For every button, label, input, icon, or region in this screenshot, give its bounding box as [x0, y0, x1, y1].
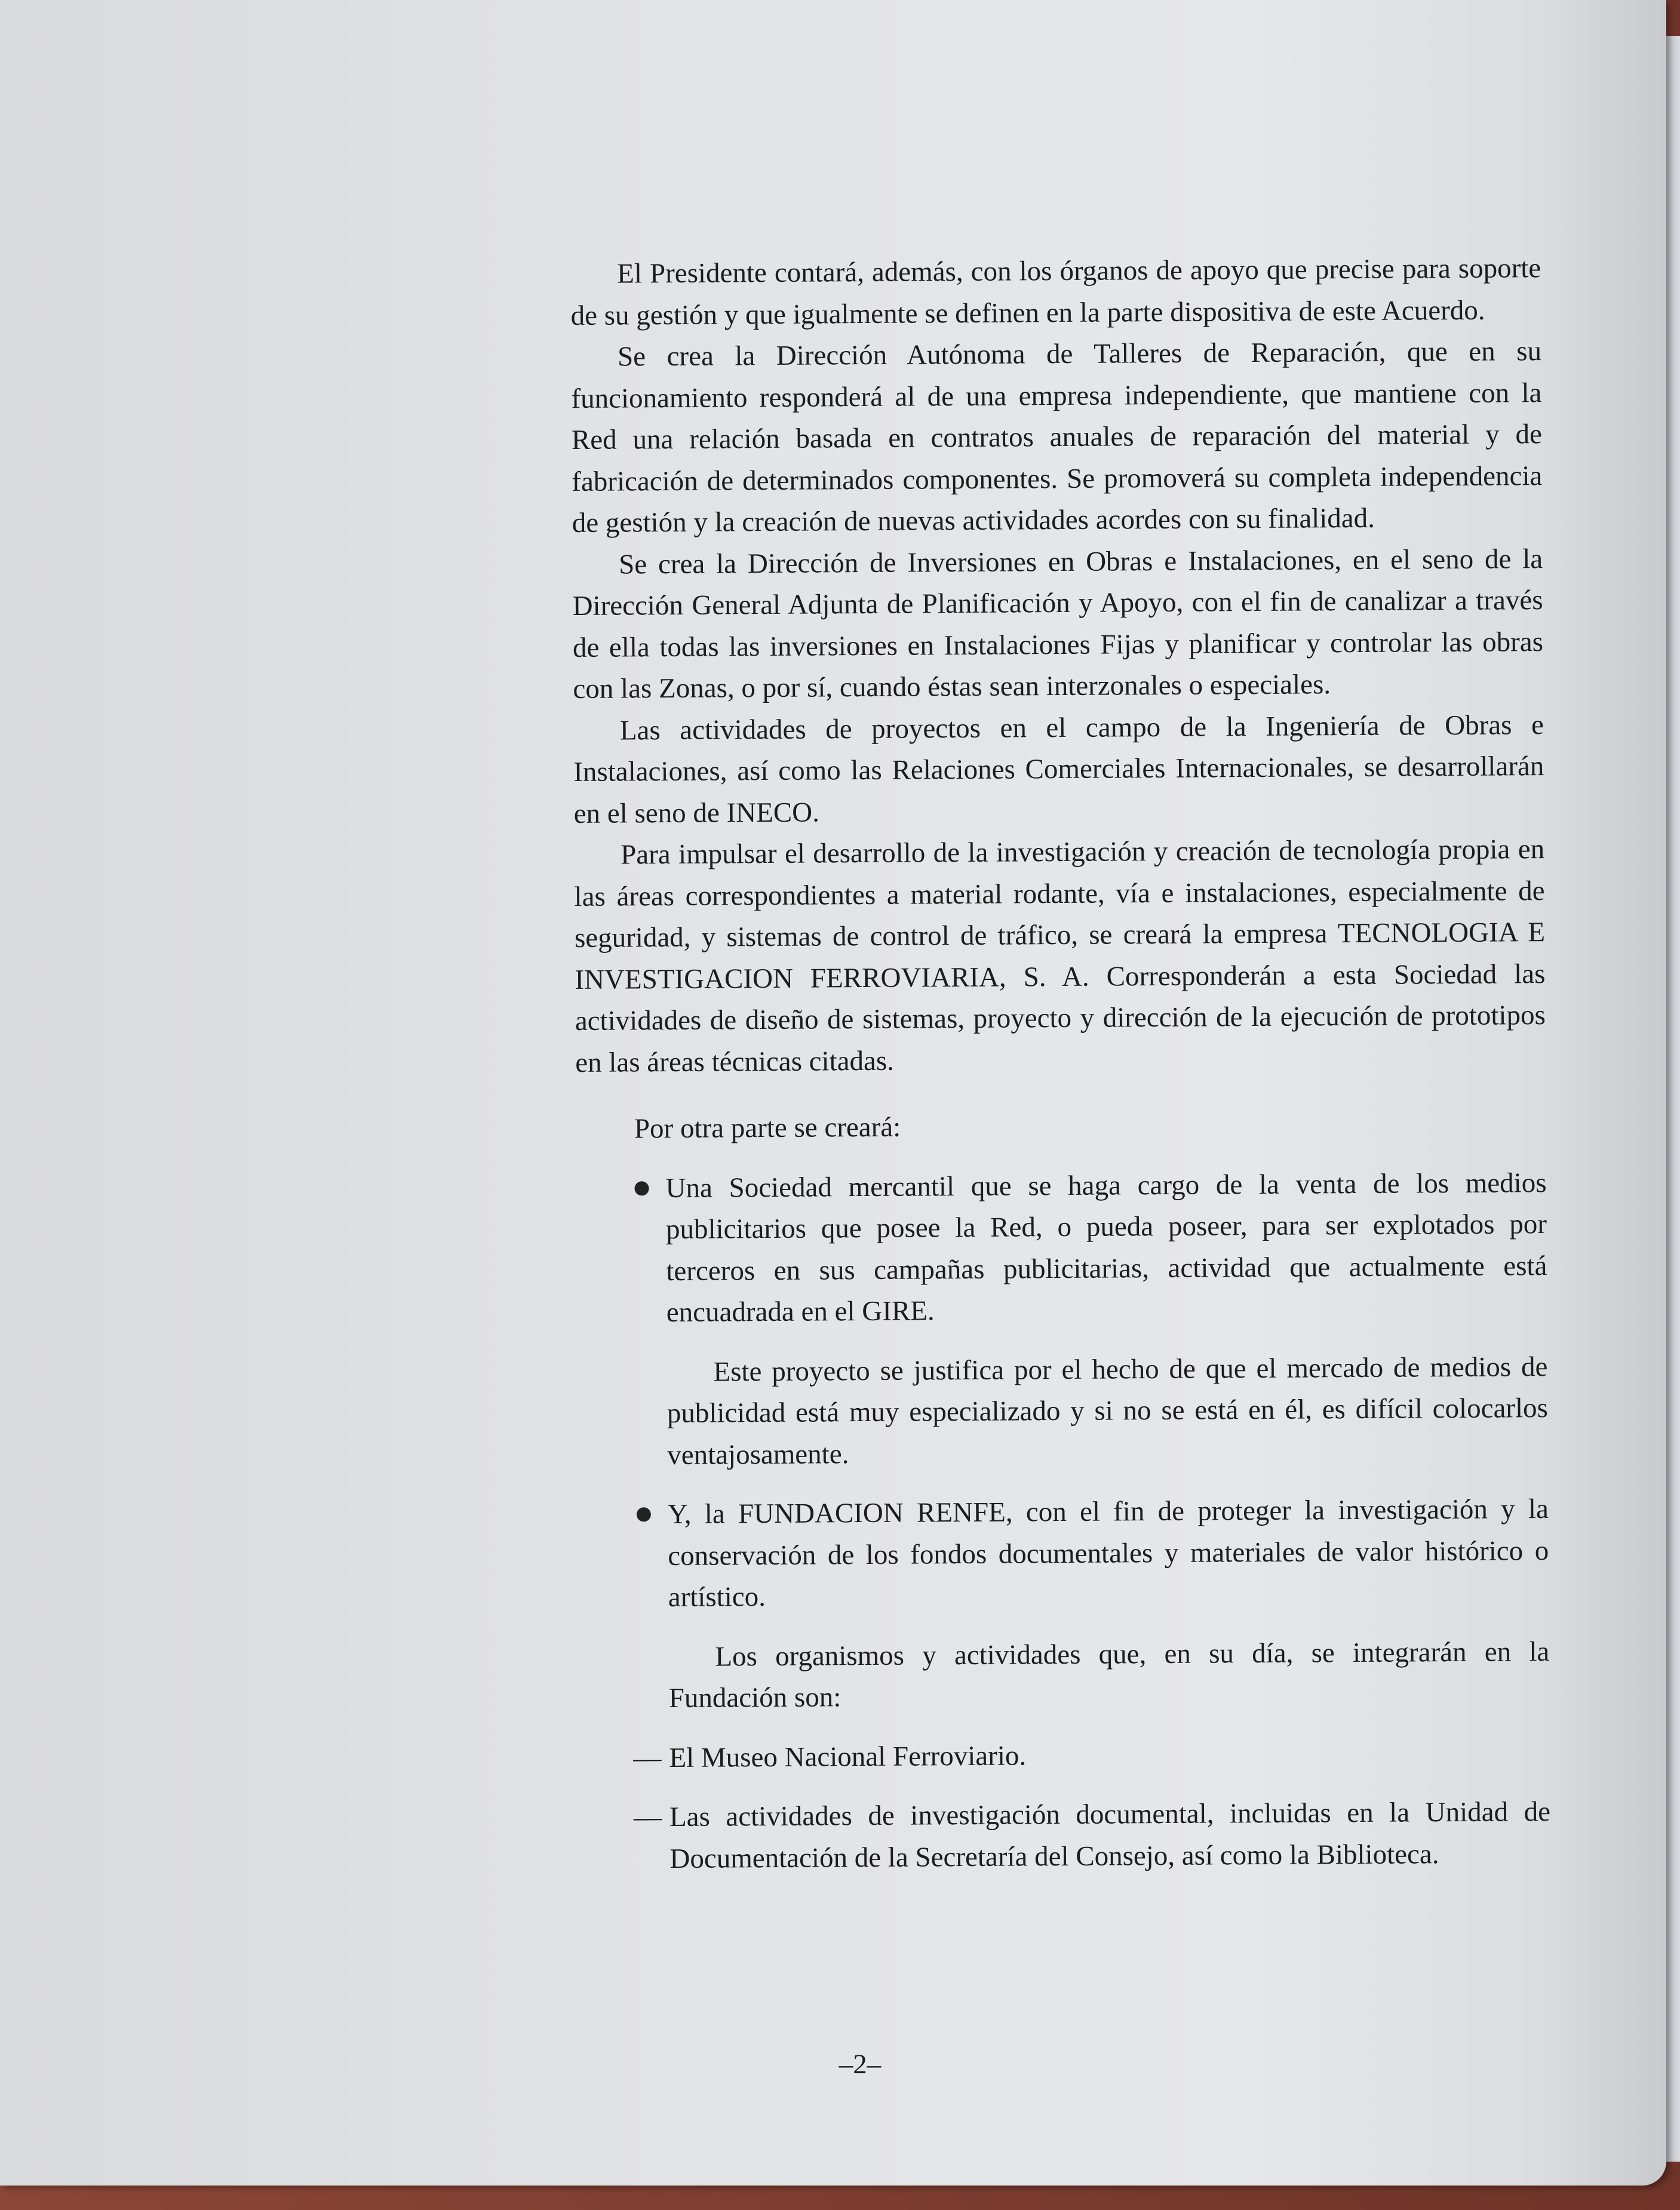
dash-item-museo — [579, 1732, 1550, 1779]
bullet-icon — [637, 1507, 651, 1522]
page-body — [570, 248, 1551, 1880]
bullet-item-fundacion — [578, 1489, 1550, 1720]
dash-item-text: El Museo Nacional Ferroviario. — [669, 1739, 1027, 1773]
bullet-item-publicidad — [576, 1163, 1548, 1477]
list-intro: Por otra parte se creará: — [634, 1111, 901, 1145]
paragraph-inversiones: Se crea la Dirección de Inversiones en Obras e Instalaciones, en el seno de la Dirección General Adjunta de Planificación y Apoyo, con el fin de canalizar a través de ella todas las inversiones en Instalaciones Fijas y planificar y controlar las obras con las Zonas, o por sí, cuando éstas sean interzonales o especiales. — [572, 543, 1544, 705]
paragraph-presidente: El Presidente contará, además, con los órganos de apoyo que precise para soporte de su gestión y que igualmente se definen en la parte dispositiva de este Acuerdo. — [570, 253, 1541, 331]
dash-item-text: Las actividades de investigación documental, incluidas en la Unidad de Documentación de la Secretaría del Consejo, así como la Biblioteca. — [669, 1796, 1551, 1874]
bullet-text: Una Sociedad mercantil que se haga cargo de la venta de los medios publicitarios que posee la Red, o pueda poseer, para ser explotados por terceros en sus campañas publicitarias, actividad que actualmente está encuadrada en el GIRE. — [665, 1167, 1547, 1329]
bullet-text: Y, la FUNDACION RENFE, con el fin de proteger la investigación y la conservación de los fondos documentales y materiales de valor histórico o artístico. — [667, 1493, 1549, 1613]
bullet-note: Este proyecto se justifica por el hecho de que el mercado de medios de publicidad está muy especializado y si no se está en él, es difícil colocarlos ventajosamente. — [667, 1351, 1548, 1471]
paragraph-talleres: Se crea la Dirección Autónoma de Talleres de Reparación, que en su funcionamiento responderá al de una empresa independiente, que mantiene con la Red una relación basada en contratos anuales de reparación del material y de fabricación de determinados componentes. Se promoverá su completa independencia de gestión y la creación de nuevas actividades acordes con su finalidad. — [571, 336, 1543, 539]
paragraph-ineco: Las actividades de proyectos en el campo de la Ingeniería de Obras e Instalaciones, así como las Relaciones Comerciales Internacionales, se desarrollarán en el seno de INECO. — [573, 709, 1544, 829]
paragraph-tecnologia: Para impulsar el desarrollo de la investigación y creación de tecnología propia en las áreas correspondientes a material rodante, vía e instalaciones, especialmente de seguridad, y sistemas de control de tráfico, se creará la empresa TECNOLOGIA E INVESTIGACION FERROVIARIA, S. A. Corresponderán a esta Sociedad las actividades de diseño de sistemas, proyecto y dirección de la ejecución de prototipos en las áreas técnicas citadas. — [574, 834, 1546, 1078]
dash-item-documentacion — [580, 1791, 1551, 1880]
dash-marker: — — [633, 1802, 662, 1833]
page-number: –2– — [839, 2049, 882, 2080]
bullet-icon — [634, 1181, 649, 1195]
bullet-note: Los organismos y actividades que, en su día, se integrarán en la Fundación son: — [668, 1636, 1550, 1714]
dash-marker: — — [633, 1742, 662, 1773]
